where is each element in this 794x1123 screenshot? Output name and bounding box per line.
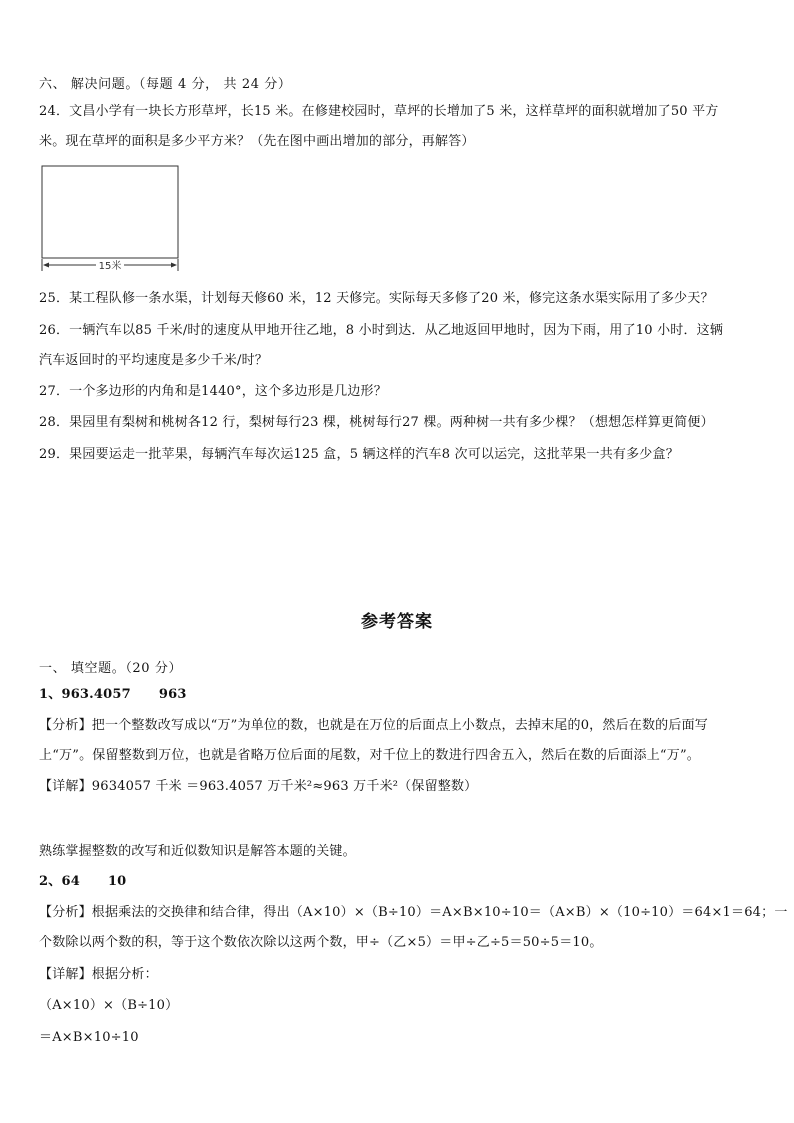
answer-2-detail: 【详解】根据分析： (39, 967, 158, 982)
question-24-line-1: 24．文昌小学有一块长方形草坪，长15 米。在修建校园时，草坪的长增加了5 米，这样草坪的面积就增加了50 平方 (39, 104, 719, 119)
answer-1-analysis-line-1: 【分析】把一个整数改写成以“万”为单位的数，也就是在万位的后面点上小数点，去掉末尾的0，然后在数的后面写 (39, 718, 708, 733)
dimension-arrow-right (171, 263, 177, 268)
question-26-line-1: 26．一辆汽车以85 千米/时的速度从甲地开往乙地，8 小时到达．从乙地返回甲地时，因为下雨，用了10 小时．这辆 (39, 323, 724, 338)
section-heading-fill-blank: 一、 填空题。（20 分） (39, 661, 183, 676)
answer-1-number: 1、963.4057 (39, 687, 131, 702)
answer-1-analysis-line-2: 上“万”。保留整数到万位，也就是省略万位后面的尾数，对千位上的数进行四舍五入，然后在数的后面添上“万”。 (39, 748, 700, 763)
answer-1-heading (39, 686, 764, 704)
section-heading-problems: 六、 解决问题。（每题 4 分， 共 24 分） (39, 77, 292, 92)
answer-1-value: 963 (158, 687, 187, 702)
answer-2-analysis-line-1: 【分析】根据乘法的交换律和结合律，得出（A×10）×（B÷10）＝A×B×10÷10＝（A×B）×（10÷10）＝64×1＝64；一 (39, 905, 788, 920)
lawn-rectangle (42, 166, 178, 258)
answer-2-step-1: （A×10）×（B÷10） (39, 998, 179, 1013)
answer-2-heading (39, 873, 764, 891)
question-28: 28．果园里有梨树和桃树各12 行，梨树每行23 棵，桃树每行27 棵。两种树一共有多少棵？（想想怎样算更简便） (39, 415, 714, 430)
answer-1-detail: 【详解】9634057 千米 ＝963.4057 万千米²≈963 万千米²（保留整数） (39, 779, 478, 794)
lawn-rectangle-figure (40, 165, 182, 273)
answer-1-summary: 熟练掌握整数的改写和近似数知识是解答本题的关键。 (39, 844, 356, 859)
question-26-line-2: 汽车返回时的平均速度是多少千米/时？ (39, 353, 268, 368)
question-25: 25．某工程队修一条水渠，计划每天修60 米，12 天修完。实际每天多修了20 米，修完这条水渠实际用了多少天？ (39, 291, 714, 306)
dimension-label: 15米 (98, 261, 122, 272)
question-29: 29．果园要运走一批苹果，每辆汽车每次运125 盒，5 辆这样的汽车8 次可以运完，这批苹果一共有多少盒？ (39, 447, 679, 462)
answer-title: 参考答案 (361, 612, 433, 632)
answer-2-analysis-line-2: 个数除以两个数的积，等于这个数依次除以这两个数，甲÷（乙×5）＝甲÷乙÷5＝50÷5＝10。 (39, 935, 603, 950)
question-24-line-2: 米。现在草坪的面积是多少平方米？（先在图中画出增加的部分，再解答） (39, 134, 475, 149)
lawn-rectangle-svg (40, 165, 182, 273)
dimension-arrow-left (43, 263, 49, 268)
answer-2-value: 10 (107, 874, 127, 889)
answer-2-number: 2、64 (39, 874, 80, 889)
question-27: 27．一个多边形的内角和是1440°，这个多边形是几边形？ (39, 384, 387, 399)
answer-2-step-2: ＝A×B×10÷10 (39, 1030, 139, 1045)
